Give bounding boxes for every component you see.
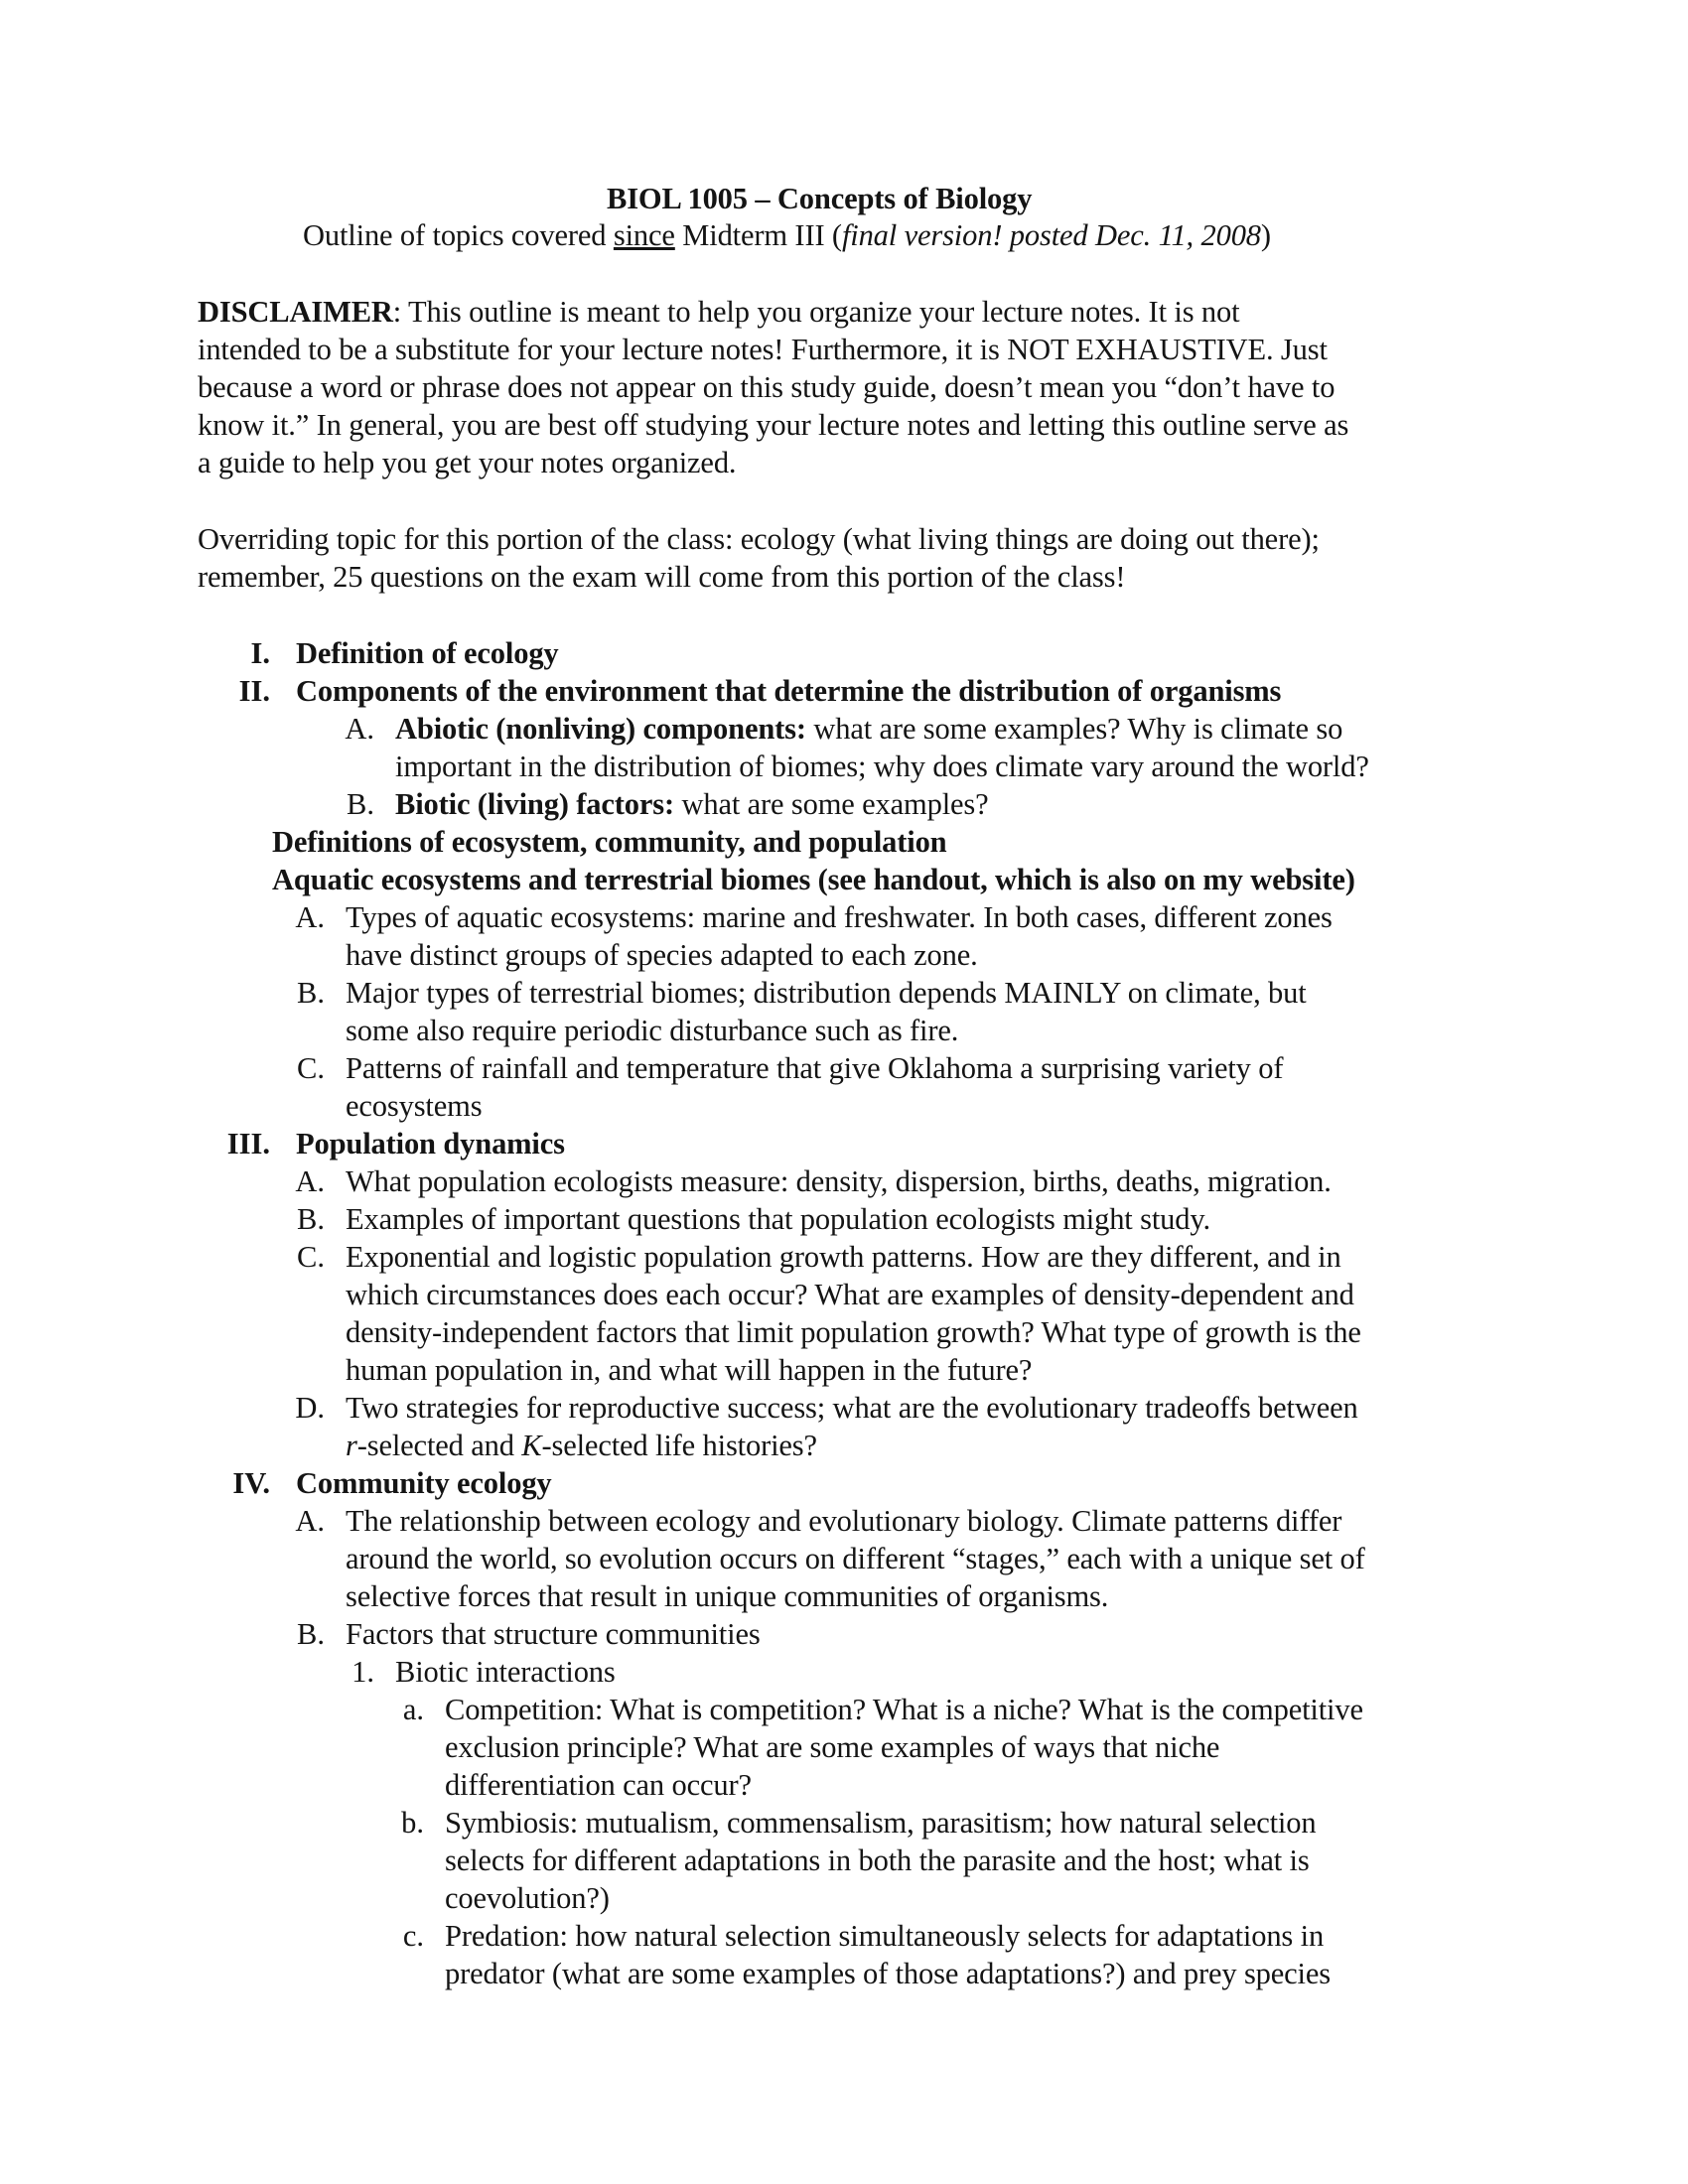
section-4b1-marker: 1.	[352, 1655, 374, 1689]
section-2a-marker: A.	[345, 712, 374, 746]
section-2a-line-2: important in the distribution of biomes; why does climate vary around the world?	[395, 750, 1369, 783]
section-3b-line-1: Examples of important questions that population ecologists might study.	[346, 1202, 1210, 1236]
disclaimer-line-4: know it.” In general, you are best off studying your lecture notes and letting this outline serve as	[198, 408, 1349, 442]
section-4b-marker: B.	[297, 1617, 325, 1651]
disclaimer-line-1	[198, 293, 1239, 331]
competition-line-2: exclusion principle? What are some examples of ways that niche	[445, 1730, 1220, 1764]
section-3a-marker: A.	[295, 1164, 325, 1198]
section-4a-marker: A.	[295, 1504, 325, 1538]
section-3c-line-1: Exponential and logistic population growth patterns. How are they different, and in	[346, 1240, 1341, 1274]
symbiosis-line-2: selects for different adaptations in both the parasite and the host; what is	[445, 1843, 1310, 1877]
subtitle-pre: Outline of topics covered	[303, 218, 614, 252]
subtitle-post: )	[1260, 218, 1271, 252]
page-title: BIOL 1005 – Concepts of Biology	[607, 182, 1033, 215]
predation-marker: c.	[402, 1919, 424, 1953]
aquatic-c-line-1: Patterns of rainfall and temperature that give Oklahoma a surprising variety of	[346, 1051, 1284, 1085]
competition-marker: a.	[402, 1693, 424, 1726]
section-4a-line-1: The relationship between ecology and evolutionary biology. Climate patterns differ	[346, 1504, 1342, 1538]
aquatic-heading: Aquatic ecosystems and terrestrial biomes (see handout, which is also on my website)	[272, 863, 1355, 896]
disclaimer-text-1: : This outline is meant to help you organize your lecture notes. It is not	[392, 295, 1240, 329]
competition-line-3: differentiation can occur?	[445, 1768, 752, 1802]
section-2-number: II.	[238, 674, 270, 708]
section-3a-line-1: What population ecologists measure: density, dispersion, births, deaths, migration.	[346, 1164, 1332, 1198]
aquatic-c-marker: C.	[297, 1051, 325, 1085]
symbiosis-line-1: Symbiosis: mutualism, commensalism, parasitism; how natural selection	[445, 1806, 1317, 1840]
predation-line-2: predator (what are some examples of those adaptations?) and prey species	[445, 1957, 1331, 1990]
disclaimer-line-2: intended to be a substitute for your lecture notes! Furthermore, it is NOT EXHAUSTIVE. Just	[198, 333, 1328, 366]
aquatic-b-line-1: Major types of terrestrial biomes; distribution depends MAINLY on climate, but	[346, 976, 1307, 1010]
symbiosis-line-3: coevolution?)	[445, 1881, 610, 1915]
section-3-title: Population dynamics	[296, 1127, 565, 1160]
section-3d-text-b: -selected life histories?	[541, 1429, 817, 1462]
section-2a-bold: Abiotic (nonliving) components:	[395, 712, 806, 746]
section-4-number: IV.	[232, 1466, 270, 1500]
page-subtitle	[303, 216, 1271, 254]
definitions-heading: Definitions of ecosystem, community, and population	[272, 825, 947, 859]
r-selected-letter: r	[346, 1429, 357, 1462]
subtitle-underlined: since	[613, 218, 675, 252]
section-3d-line-1: Two strategies for reproductive success; what are the evolutionary tradeoffs between	[346, 1391, 1358, 1425]
section-3-number: III.	[226, 1127, 270, 1160]
section-2b-marker: B.	[347, 787, 374, 821]
section-3c-line-2: which circumstances does each occur? What are examples of density-dependent and	[346, 1278, 1354, 1311]
section-2a-text: what are some examples? Why is climate so	[805, 712, 1343, 746]
k-selected-letter: K	[521, 1429, 542, 1462]
section-3b-marker: B.	[297, 1202, 325, 1236]
section-4a-line-3: selective forces that result in unique communities of organisms.	[346, 1579, 1109, 1613]
overriding-line-2: remember, 25 questions on the exam will come from this portion of the class!	[198, 560, 1126, 594]
section-3c-line-3: density-independent factors that limit population growth? What type of growth is the	[346, 1315, 1361, 1349]
overriding-line-1: Overriding topic for this portion of the class: ecology (what living things are doing out there);	[198, 522, 1320, 556]
aquatic-a-marker: A.	[295, 900, 325, 934]
section-1-title: Definition of ecology	[296, 636, 559, 670]
section-2b-line-1	[395, 785, 989, 823]
predation-line-1: Predation: how natural selection simultaneously selects for adaptations in	[445, 1919, 1325, 1953]
section-3c-line-4: human population in, and what will happen in the future?	[346, 1353, 1033, 1387]
section-3d-text-a: -selected and	[356, 1429, 522, 1462]
section-4b-line-1: Factors that structure communities	[346, 1617, 761, 1651]
disclaimer-line-3: because a word or phrase does not appear on this study guide, doesn’t mean you “don’t have to	[198, 370, 1336, 404]
section-3c-marker: C.	[297, 1240, 325, 1274]
disclaimer-label: DISCLAIMER	[198, 295, 393, 329]
aquatic-a-line-2: have distinct groups of species adapted to each zone.	[346, 938, 978, 972]
competition-line-1: Competition: What is competition? What is a niche? What is the competitive	[445, 1693, 1363, 1726]
section-4-title: Community ecology	[296, 1466, 552, 1500]
section-2b-text: what are some examples?	[674, 787, 989, 821]
aquatic-b-line-2: some also require periodic disturbance such as fire.	[346, 1014, 959, 1047]
aquatic-c-line-2: ecosystems	[346, 1089, 483, 1123]
section-2-title: Components of the environment that determine the distribution of organisms	[296, 674, 1282, 708]
section-1-number: I.	[250, 636, 270, 670]
section-4a-line-2: around the world, so evolution occurs on different “stages,” each with a unique set of	[346, 1542, 1365, 1575]
section-2b-bold: Biotic (living) factors:	[395, 787, 674, 821]
symbiosis-marker: b.	[401, 1806, 424, 1840]
section-4b1-text: Biotic interactions	[395, 1655, 616, 1689]
aquatic-a-line-1: Types of aquatic ecosystems: marine and freshwater. In both cases, different zones	[346, 900, 1333, 934]
section-3d-marker: D.	[295, 1391, 325, 1425]
subtitle-mid: Midterm III (	[674, 218, 842, 252]
disclaimer-line-5: a guide to help you get your notes organized.	[198, 446, 737, 479]
section-2a-line-1	[395, 710, 1342, 748]
aquatic-b-marker: B.	[297, 976, 325, 1010]
section-3d-line-2	[346, 1427, 817, 1464]
subtitle-italic: final version! posted Dec. 11, 2008	[841, 218, 1261, 252]
